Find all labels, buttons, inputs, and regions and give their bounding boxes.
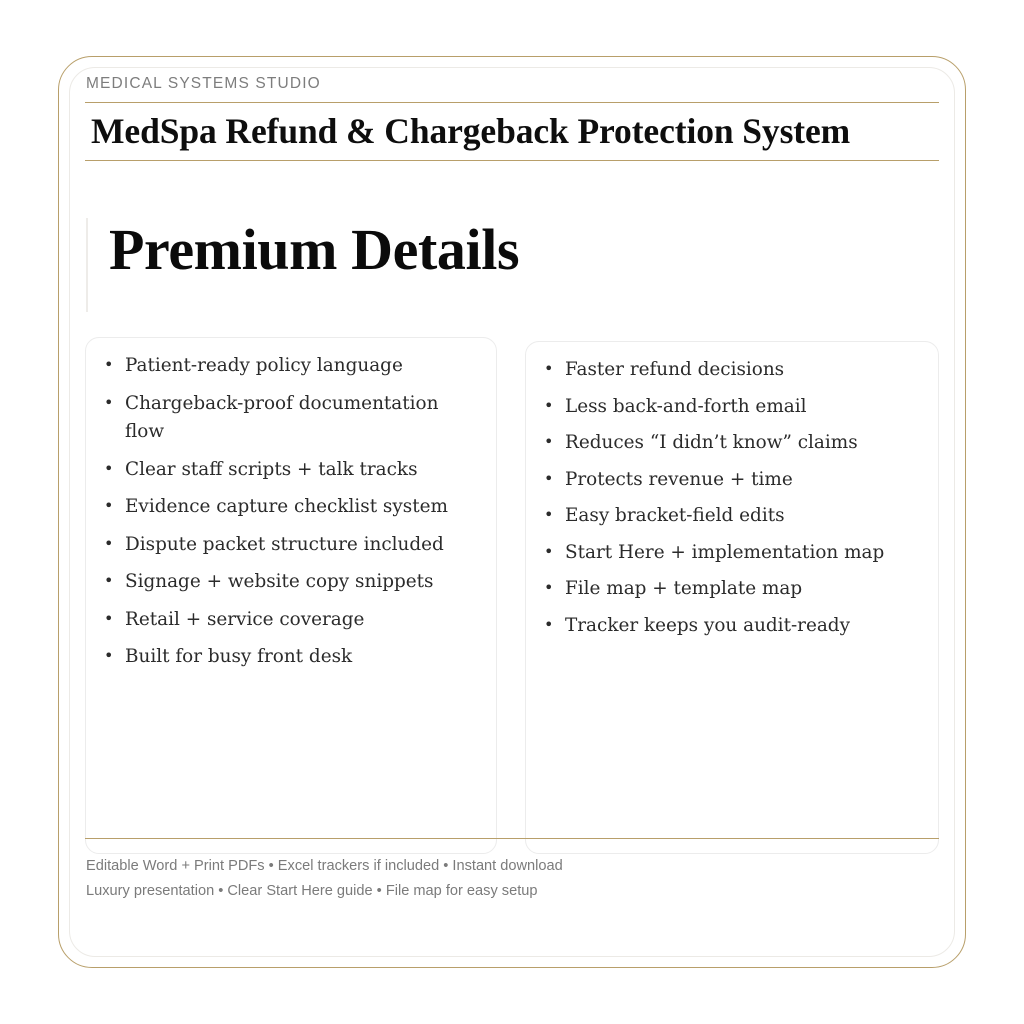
list-item: • Faster refund decisions <box>542 356 922 385</box>
list-item: • Chargeback-proof documentation flow <box>102 390 480 447</box>
list-item: • Start Here + implementation map <box>542 539 922 568</box>
list-item: • Tracker keeps you audit-ready <box>542 612 922 641</box>
feature-list-right <box>526 342 938 640</box>
brand-eyebrow: MEDICAL SYSTEMS STUDIO <box>86 75 321 92</box>
feature-list-left <box>86 338 496 672</box>
list-item: • Protects revenue + time <box>542 466 922 495</box>
page-content <box>85 75 939 949</box>
section-heading-block <box>85 215 939 315</box>
list-item: • Built for busy front desk <box>102 643 480 672</box>
section-title: Premium Details <box>109 217 520 282</box>
list-item: • File map + template map <box>542 575 922 604</box>
document-footer <box>85 838 939 905</box>
list-item: • Clear staff scripts + talk tracks <box>102 456 480 485</box>
document-header <box>85 75 939 161</box>
features-card-right <box>525 341 939 854</box>
list-item: • Reduces “I didn’t know” claims <box>542 429 922 458</box>
features-card-left <box>85 337 497 854</box>
list-item: • Less back-and-forth email <box>542 393 922 422</box>
list-item: • Retail + service coverage <box>102 606 480 635</box>
header-rule-bottom <box>85 160 939 161</box>
list-item: • Dispute packet structure included <box>102 531 480 560</box>
list-item: • Evidence capture checklist system <box>102 493 480 522</box>
section-accent-bar <box>86 218 88 312</box>
list-item: • Easy bracket-field edits <box>542 502 922 531</box>
footer-line-1: Editable Word + Print PDFs • Excel trackers if included • Instant download <box>86 857 563 874</box>
footer-rule <box>85 838 939 839</box>
page-title: MedSpa Refund & Chargeback Protection System <box>91 111 851 151</box>
footer-line-2: Luxury presentation • Clear Start Here guide • File map for easy setup <box>86 883 538 900</box>
list-item: • Signage + website copy snippets <box>102 568 480 597</box>
list-item: • Patient-ready policy language <box>102 352 480 381</box>
document-page <box>58 56 966 968</box>
